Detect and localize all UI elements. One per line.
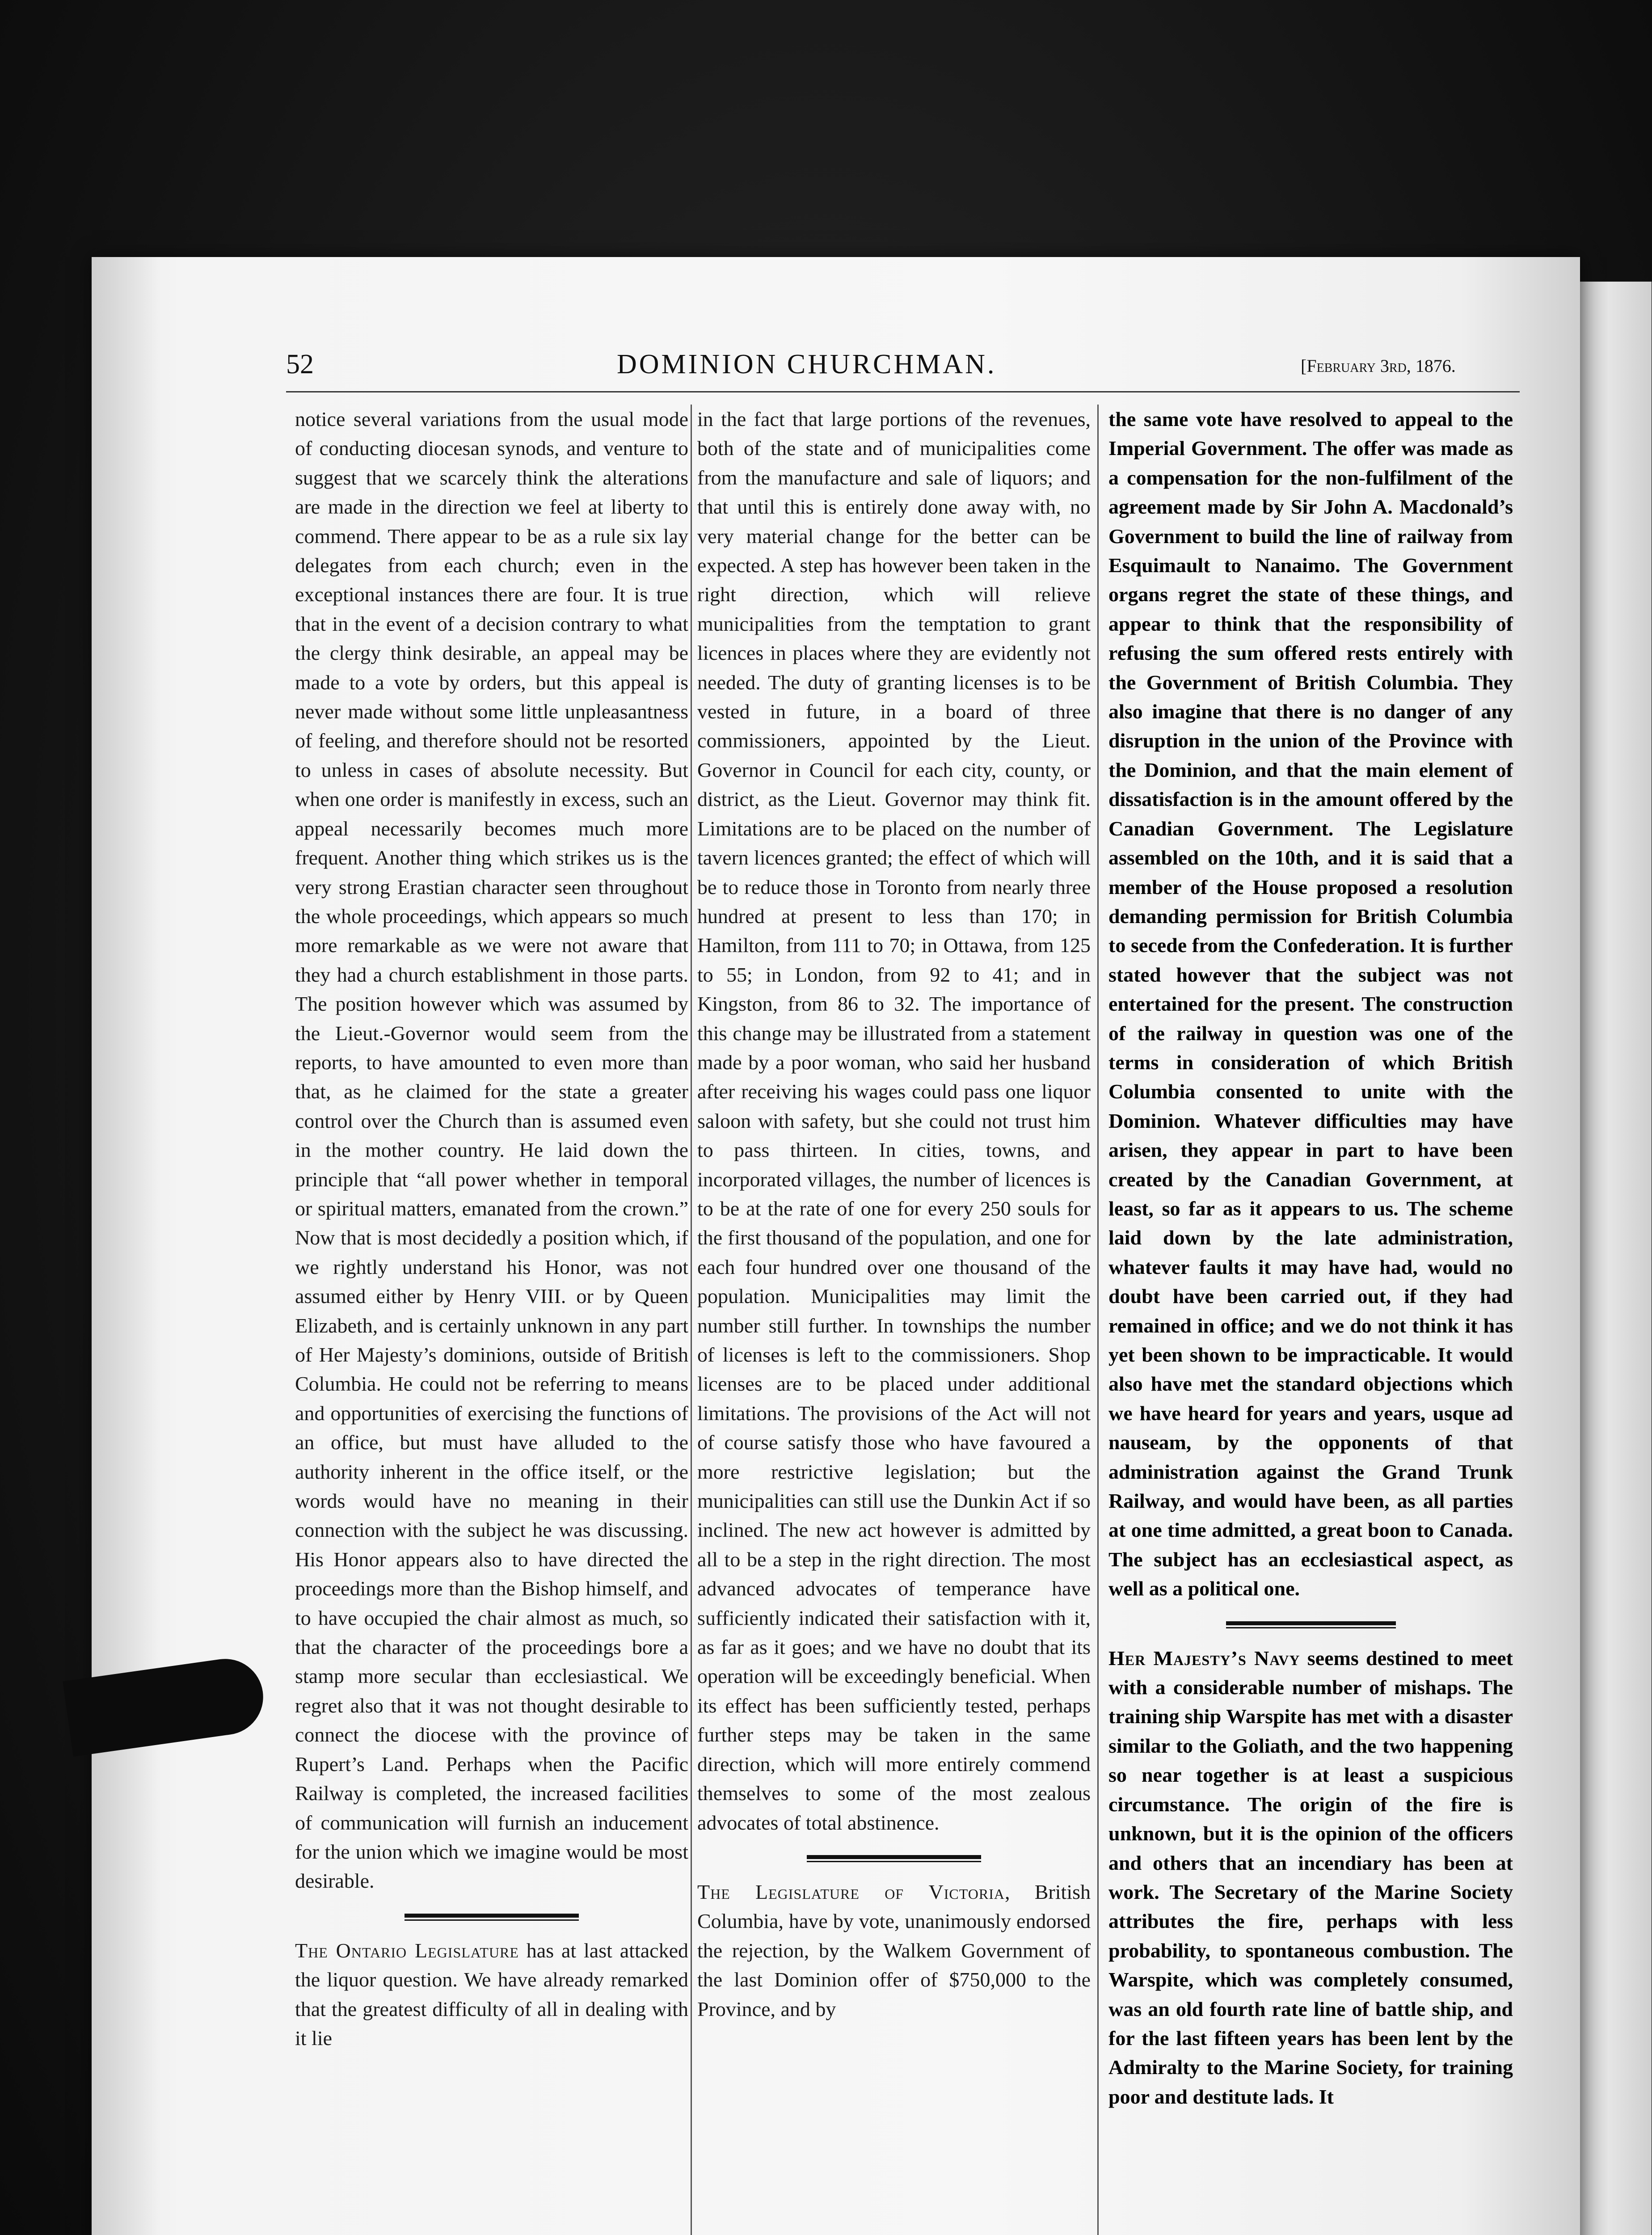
article-column-3 [1108,405,1513,2111]
british-columbia-article-text: the same vote have resolved to appeal to the Imperial Government. The offer was made as a compensation for the non-fulfilment of the agreement made by Sir John A. Macdonald’s Government to build the line of railway from Esquimault to Nanaimo. The Government organs regret the state of these things, and appear to think that the responsibility of refusing the sum offered rests entirely with the Government of British Columbia. They also imagine that there is no danger of any disruption in the union of the Province with the Dominion, and that the main element of dissatisfaction is in the amount offered by the Canadian Government. The Legislature assembled on the 10th, and it is said that a member of the House proposed a resolution demanding permission for British Columbia to secede from the Confederation. It is further stated however that the subject was not entertained for the present. The construction of the railway in question was one of the terms in consideration of which British Columbia consented to unite with the Dominion. Whatever difficulties may have arisen, they appear in part to have been created by the Canadian Government, at least, so far as it appears to us. The scheme laid down by the late administration, whatever faults it may have had, would no doubt have been carried out, if they had remained in office; and we do not think it has yet been shown to be impracticable. It would also have met the standard objections which we have heard for years and years, usque ad nauseam, by the opponents of that administration against the Grand Trunk Railway, and would have been, as all parties at one time admitted, a great boon to Canada. The subject has an ecclesiastical aspect, as well as a political one. [1108,408,1513,1600]
article-lead-in: The Ontario Legislature [295,1939,519,1962]
article-lead-in: The Legislature of Victoria [697,1880,1005,1903]
page-gutter-shading [92,257,159,2235]
article-text: seems destined to meet with a considerable number of mishaps. The training ship Warspite has met with a disaster similar to the Goliath, and the two happening so near together is at least a suspicious circumstance. The origin of the fire is unknown, but it is the opinion of the officers and others that an incendiary has been at work. The Secretary of the Marine Society attributes the fire, perhaps with less probability, to spontaneous combustion. The Warspite, which was completely consumed, was an old fourth rate line of battle ship, and for the last fifteen years has been lent by the Admiralty to the Marine Society, for training poor and destitute lads. It [1108,1646,1513,2108]
column-separator [691,405,692,2235]
page-number: 52 [286,349,314,380]
synod-article-text: notice several variations from the usual mode of conducting diocesan synods, and venture to suggest that we scarcely think the alterations are made in the direction we feel at liberty to commend. There appear to be as a rule six lay delegates from each church; even in the exceptional instances there are four. It is true that in the event of a decision contrary to what the clergy think desirable, an appeal may be made to a vote by orders, but this appeal is never made without some little unpleasantness of feeling, and therefore should not be resorted to unless in cases of absolute necessity. But when one order is manifestly in excess, such an appeal necessarily becomes much more frequent. Another thing which strikes us is the very strong Erastian character seen throughout the whole proceedings, which appears so much more remarkable as we were not aware that they had a church establishment in those parts. The position however which was assumed by the Lieut.-Governor would seem from the reports, to have amounted to even more than that, as he claimed for the state a greater control over the Church than is assumed even in the mother country. He laid down the principle that “all power whether in temporal or spiritual matters, emanated from the crown.” Now that is most decidedly a position which, if we rightly understand his Honor, was not assumed either by Henry VIII. or by Queen Elizabeth, and is certainly unknown in any part of Her Majesty’s dominions, outside of British Columbia. He could not be referring to means and opportunities of exercising the functions of an office, but must have alluded to the authority inherent in the office itself, or the words would have no meaning in their connection with the subject he was discussing. His Honor appears also to have directed the proceedings more than the Bishop himself, and to have occupied the chair almost as much, so that the character of the proceedings bore a stamp more secular than ecclesiastical. We regret also that it was not thought desirable to connect the diocese with the province of Rupert’s Land. Perhaps when the Pacific Railway is completed, the increased facilities of communication will furnish an inducement for the union which we imagine would be most desirable. [295,408,688,1893]
section-divider [1226,1621,1396,1628]
navy-article [1108,1644,1513,2112]
article-text: , British Columbia, have by vote, unanimously endorsed the rejection, by the Walkem Government of the last Dominion offer of $750,000 to the Province, and by [697,1880,1091,2020]
issue-date: [February 3rd, 1876. [1301,356,1456,376]
article-column-1 [295,405,688,2053]
article-lead-in: Her Majesty’s Navy [1108,1646,1300,1670]
article-text: has at last attacked the liquor question. We have already remarked that the greatest difficulty of all in dealing with it lie [295,1939,689,2049]
section-divider [807,1855,981,1862]
liquor-article-text: in the fact that large portions of the revenues, both of the state and of municipalities come from the manufacture and sale of liquors; and that until this is entirely done away with, no very material change for the better can be expected. A step has however been taken in the right direction, which will relieve municipalities from the temptation to grant licences in places where they are evidently not needed. The duty of granting licenses is to be vested in future, in a board of three commissioners, appointed by the Lieut. Governor in Council for each city, county, or district, as the Lieut. Governor may think fit. Limitations are to be placed on the number of tavern licences granted; the effect of which will be to reduce those in Toronto from nearly three hundred at present to less than 170; in Hamilton, from 111 to 70; in Ottawa, from 125 to 55; in London, from 92 to 41; and in Kingston, from 86 to 32. The importance of this change may be illustrated from a statement made by a poor woman, who said her husband after receiving his wages could pass one liquor saloon with safety, but she could not trust him to pass thirteen. In cities, towns, and incorporated villages, the number of licences is to be at the rate of one for every 250 souls for the first thousand of the population, and one for each four hundred over one thousand of the population. Municipalities may limit the number still further. In townships the number of licenses is left to the commissioners. Shop licenses are to be placed under additional limitations. The provisions of the Act will not of course satisfy those who have favoured a more restrictive legislation; but the municipalities can still use the Dunkin Act if so inclined. The new act however is admitted by all to be a step in the right direction. The most advanced advocates of temperance have sufficiently indicated their satisfaction with it, as far as it goes; and we have no doubt that its operation will be exceedingly beneficial. When its effect has been sufficiently tested, perhaps further steps may be taken in the same direction, which will more entirely commend themselves to some of the most zealous advocates of total abstinence. [697,408,1091,1834]
header-rule [286,391,1520,392]
column-separator [1097,405,1099,2235]
next-page-edge [1580,282,1652,2235]
article-column-2 [697,405,1091,2024]
ontario-legislature-article [295,1936,688,2053]
victoria-legislature-article [697,1877,1091,2024]
section-divider [405,1914,579,1921]
masthead-title: DOMINION CHURCHMAN. [617,349,997,380]
